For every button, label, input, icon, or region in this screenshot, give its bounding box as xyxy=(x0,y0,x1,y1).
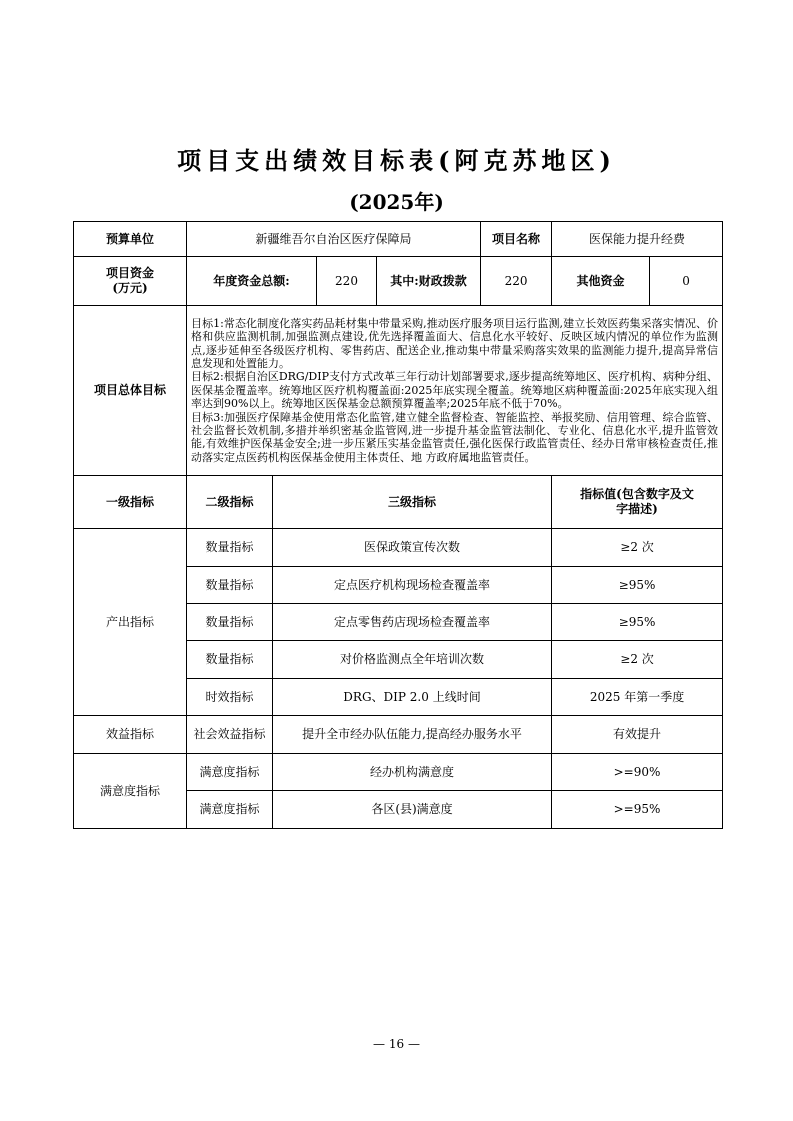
page-subtitle: (2025年) xyxy=(349,190,444,214)
other-funds-value: 0 xyxy=(650,257,723,306)
page-number: — 16 — xyxy=(373,1037,420,1051)
level2-header: 二级指标 xyxy=(187,476,273,529)
page-title: 项目支出绩效目标表(阿克苏地区) xyxy=(177,146,616,175)
funds-label-line2: (万元) xyxy=(112,281,148,295)
funds-row xyxy=(74,257,723,306)
level1-header: 一级指标 xyxy=(74,476,187,529)
level3-cell: 定点零售药店现场检查覆盖率 xyxy=(273,604,552,641)
goals-content xyxy=(187,306,723,476)
level3-cell: 各区(县)满意度 xyxy=(273,791,552,829)
level3-cell: 医保政策宣传次数 xyxy=(273,529,552,567)
value-cell: 2025 年第一季度 xyxy=(552,679,723,716)
level2-cell: 数量指标 xyxy=(187,529,273,567)
fiscal-funds-value: 220 xyxy=(481,257,552,306)
level2-cell: 社会效益指标 xyxy=(187,716,273,754)
goal-item-2: 目标2:根据自治区DRG/DIP支付方式改革三年行动计划部署要求,逐步提高统筹地区、医疗机构、病种分组、医保基金覆盖率。统筹地区医疗机构覆盖面:2025年底实现全覆盖。统筹地区病种覆盖面:2025年底实现入组率达到90%以上。统筹地区医保基金总额预算覆盖率;2025年底不低于70%。 xyxy=(191,370,719,411)
total-funds-value: 220 xyxy=(317,257,377,306)
value-cell: >=95% xyxy=(552,791,723,829)
value-cell: ≥95% xyxy=(552,604,723,641)
goal-item-1: 目标1:常态化制度化落实药品耗材集中带量采购,推动医疗服务项目运行监测,建立长效医药集采落实情况、价格和供应监测机制,加强监测点建设,优先选择覆盖面大、信息化水平较好、反映区域内情况的单位作为监测点,逐步延伸至各级医疗机构、零售药店、配送企业,推动集中带量采购落实效果的监测能力提升,提高异常信息发现和处置能力。 xyxy=(191,316,719,370)
satisfaction-indicator-label: 满意度指标 xyxy=(74,754,187,829)
goals-label: 项目总体目标 xyxy=(74,306,187,476)
benefit-indicator-label: 效益指标 xyxy=(74,716,187,754)
goals-row xyxy=(74,306,723,476)
goal-item-3: 目标3:加强医疗保障基金使用常态化监管,建立健全监督检查、智能监控、举报奖励、信用管理、综合监管、社会监督长效机制,多措并举织密基金监管网,进一步提升基金监管法制化、专业化、信息化水平,提升监管效能,有效维护医保基金安全;进一步压紧压实基金监管责任,强化医保行政监管责任、经办日常审核检查责任,推动落实定点医药机构医保基金使用主体责任、地 方政府属地监管责任。 xyxy=(191,410,719,464)
funds-label xyxy=(74,257,187,306)
level2-cell: 数量指标 xyxy=(187,604,273,641)
level2-cell: 时效指标 xyxy=(187,679,273,716)
value-cell: ≥2 次 xyxy=(552,529,723,567)
value-cell: >=90% xyxy=(552,754,723,791)
header-row xyxy=(74,222,723,257)
table-row xyxy=(74,716,723,754)
table-row xyxy=(74,754,723,791)
value-header-line1: 指标值(包含数字及文 xyxy=(580,487,694,501)
project-name-value: 医保能力提升经费 xyxy=(552,222,723,257)
level2-cell: 满意度指标 xyxy=(187,754,273,791)
level3-header: 三级指标 xyxy=(273,476,552,529)
table-row xyxy=(74,529,723,567)
value-cell: 有效提升 xyxy=(552,716,723,754)
budget-unit-label: 预算单位 xyxy=(74,222,187,257)
other-funds-label: 其他资金 xyxy=(552,257,650,306)
level3-cell: 对价格监测点全年培训次数 xyxy=(273,641,552,679)
level3-cell: 提升全市经办队伍能力,提高经办服务水平 xyxy=(273,716,552,754)
level3-cell: DRG、DIP 2.0 上线时间 xyxy=(273,679,552,716)
level2-cell: 数量指标 xyxy=(187,567,273,604)
value-cell: ≥95% xyxy=(552,567,723,604)
total-funds-label: 年度资金总额: xyxy=(187,257,317,306)
level2-cell: 数量指标 xyxy=(187,641,273,679)
funds-label-line1: 项目资金 xyxy=(105,266,154,280)
output-indicator-label: 产出指标 xyxy=(74,529,187,716)
value-header-line2: 字描述) xyxy=(616,502,658,516)
performance-goal-table xyxy=(73,221,723,829)
level3-cell: 经办机构满意度 xyxy=(273,754,552,791)
value-cell: ≥2 次 xyxy=(552,641,723,679)
budget-unit-value: 新疆维吾尔自治区医疗保障局 xyxy=(187,222,481,257)
indicator-header-row xyxy=(74,476,723,529)
project-name-label: 项目名称 xyxy=(481,222,552,257)
level3-cell: 定点医疗机构现场检查覆盖率 xyxy=(273,567,552,604)
level2-cell: 满意度指标 xyxy=(187,791,273,829)
value-header xyxy=(552,476,723,529)
fiscal-funds-label: 其中:财政拨款 xyxy=(377,257,481,306)
